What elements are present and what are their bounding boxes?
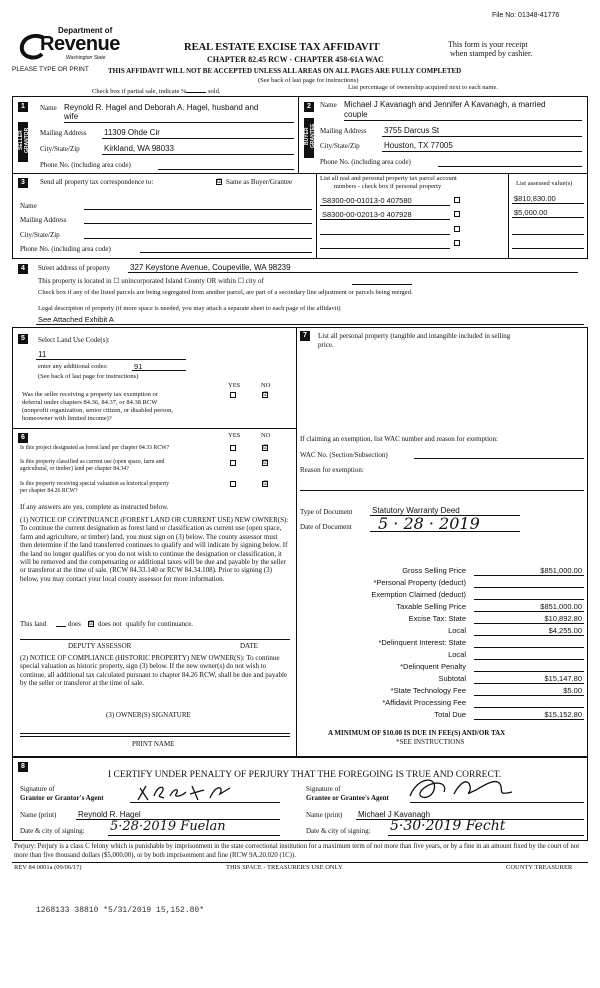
- tax-row-value[interactable]: $15,152.80: [544, 710, 582, 719]
- tax-row-label: *State Technology Fee: [390, 686, 466, 695]
- s5-question-3: (nonprofit organization, senior citizen, or disabled person,: [22, 407, 173, 414]
- tax-row-label: *Affidavit Processing Fee: [382, 698, 466, 707]
- corr-city-label: City/State/Zip: [20, 231, 60, 239]
- grantor-date[interactable]: 5·28·2019 Fuelan: [110, 819, 226, 834]
- receipt-note-2: when stamped by cashier.: [450, 49, 533, 58]
- street-label: Street address of property: [38, 264, 111, 272]
- reason-label: Reason for exemption:: [300, 466, 364, 474]
- seller-mail-label: Mailing Address: [40, 129, 87, 137]
- s6-q1-no[interactable]: ☑: [263, 445, 269, 451]
- grantor-sig-label-2: Grantor or Grantor's Agent: [20, 794, 104, 802]
- corr-name-label: Name: [20, 202, 37, 210]
- section-3-badge: 3: [18, 178, 28, 188]
- grantee-name-label: Name (print): [306, 811, 343, 819]
- s5-question-1: Was the seller receiving a property tax exemption or: [22, 391, 158, 398]
- s6-q3-no[interactable]: ☑: [263, 481, 269, 487]
- s5-question-4: homeowner with limited income)?: [22, 415, 112, 422]
- please-type: PLEASE TYPE OR PRINT: [12, 66, 89, 73]
- seller-mail[interactable]: 11309 Ohde Cir: [104, 128, 160, 137]
- receipt-note-1: This form is your receipt: [448, 40, 528, 49]
- grantor-name[interactable]: Reynold R. Hagel: [78, 810, 141, 819]
- grantee-date-label: Date & city of signing:: [306, 827, 371, 835]
- buyer-name[interactable]: Michael J Kavanagh and Jennifer A Kavanagh, a married: [344, 100, 546, 109]
- additional-codes[interactable]: 91: [134, 362, 143, 371]
- buyer-phone-label: Phone No. (including area code): [320, 158, 411, 166]
- tax-row-value[interactable]: $4,255.00: [548, 626, 582, 635]
- buyer-city[interactable]: Houston, TX 77005: [384, 141, 453, 150]
- tax-row-label: Gross Selling Price: [402, 566, 466, 575]
- parcel-1-checkbox[interactable]: [454, 197, 460, 203]
- s5-question-2: deferral under chapters 84.36, 84.37, or 84.38 RCW: [22, 399, 158, 406]
- grantor-date-label: Date & city of signing:: [20, 827, 85, 835]
- s5-yes: YES: [228, 382, 241, 389]
- corr-phone-label: Phone No. (including area code): [20, 245, 111, 253]
- s6-question-2b: agricultural, or timber) land per chapter 84.34?: [20, 466, 129, 472]
- parcel-1-number[interactable]: S8300-00-01013-0 407580: [322, 196, 412, 205]
- assessed-value-header: List assessed value(s): [516, 180, 573, 187]
- section-7-badge: 7: [300, 331, 310, 341]
- certify-statement: I CERTIFY UNDER PENALTY OF PERJURY THAT THE FOREGOING IS TRUE AND CORRECT.: [108, 770, 502, 780]
- parcel-header-1: List all real and personal property tax parcel account: [320, 175, 457, 182]
- s6-question-3a: Is this property receiving special valuation as historical property: [20, 481, 170, 487]
- s6-q3-yes[interactable]: [230, 481, 236, 487]
- grantor-signature-icon[interactable]: [134, 780, 254, 804]
- s6-q2-yes[interactable]: [230, 460, 236, 466]
- legal-desc[interactable]: See Attached Exhibit A: [38, 315, 114, 324]
- dor-logo: [18, 26, 118, 66]
- s5-yes-checkbox[interactable]: [230, 392, 236, 398]
- segregated-text: Check box if any of the listed parcels are being segregated from another parcel, are part of a secondary line adjustment or parcels being merged.: [38, 289, 413, 296]
- treasurer-use-only: THIS SPACE - TREASURER'S USE ONLY: [226, 864, 343, 871]
- location-text: This property is located in ☐ unincorporated Island County OR within ☐ city of: [38, 277, 264, 285]
- logo-line3: Washington State: [66, 55, 106, 61]
- tax-row-value[interactable]: $10,892.80: [544, 614, 582, 623]
- grantee-sig-label-1: Signature of: [306, 785, 341, 793]
- tax-row-label: Taxable Selling Price: [396, 602, 466, 611]
- parcel-2-number[interactable]: S8300-00-02013-0 407928: [322, 210, 412, 219]
- street-address[interactable]: 327 Keystone Avenue, Coupeville, WA 98239: [130, 263, 291, 272]
- s5-no-checkbox[interactable]: ☑: [263, 392, 269, 398]
- section-2-badge: 2: [304, 102, 314, 112]
- tax-row-label: *Delinquent Penalty: [400, 662, 466, 671]
- legal-desc-label: Legal description of property (if more space is needed, you may attach a separate sheet to each page of the affidavit): [38, 305, 341, 312]
- seller-name-label: Name: [40, 104, 57, 112]
- tax-row-value[interactable]: $15,147.80: [544, 674, 582, 683]
- minimum-due-note: A MINIMUM OF $10.00 IS DUE IN FEE(S) AND/OR TAX: [328, 729, 506, 737]
- grantee-date[interactable]: 5·30·2019 Fecht: [390, 818, 506, 834]
- section-1-badge: 1: [18, 102, 28, 112]
- tax-row-label: Local: [448, 650, 466, 659]
- tax-row-label: *Delinquent Interest: State: [378, 638, 466, 647]
- partial-sale-label: Check box if partial sale, indicate % sold.: [92, 88, 221, 95]
- parcel-2-checkbox[interactable]: [454, 211, 460, 217]
- form-revision: REV 84 0001a (09/06/17): [14, 864, 82, 871]
- additional-codes-label: enter any additional codes:: [38, 363, 108, 370]
- buyer-name-label: Name: [320, 101, 337, 109]
- tax-row-label: Total Due: [434, 710, 466, 719]
- personal-property-label-2: price.: [318, 341, 334, 349]
- seller-name[interactable]: Reynold R. Hagel and Deborah A. Hagel, husband and: [64, 103, 259, 112]
- section-8-badge: 8: [18, 762, 28, 772]
- date-label: DATE: [240, 642, 258, 650]
- same-as-buyer-checkbox[interactable]: ☑: [217, 179, 223, 185]
- tax-row-value[interactable]: $5.00: [563, 686, 582, 695]
- tax-row-label: Subtotal: [438, 674, 466, 683]
- any-yes-text: If any answers are yes, complete as instructed below.: [20, 503, 169, 511]
- parcel-2-value[interactable]: $5,000.00: [514, 208, 548, 217]
- seller-city-label: City/State/Zip: [40, 145, 80, 153]
- form-title: REAL ESTATE EXCISE TAX AFFIDAVIT: [184, 42, 380, 53]
- section-4-badge: 4: [18, 264, 28, 274]
- tax-row-value[interactable]: $851,000.00: [540, 602, 582, 611]
- section-6-badge: 6: [18, 433, 28, 443]
- buyer-mail[interactable]: 3755 Darcus St: [384, 126, 440, 135]
- correspondence-label: Send all property tax correspondence to:: [40, 178, 154, 186]
- s6-no: NO: [261, 432, 271, 439]
- doc-type[interactable]: Statutory Warranty Deed: [372, 506, 460, 515]
- s6-question-3b: per chapter 84.26 RCW?: [20, 488, 78, 494]
- owner-signature-label: (3) OWNER(S) SIGNATURE: [106, 711, 191, 719]
- seller-phone-label: Phone No. (including area code): [40, 161, 131, 169]
- seller-grantor-label: SELLER GRANTOR: [18, 122, 28, 162]
- print-name-label: PRINT NAME: [132, 740, 175, 748]
- grantor-sig-label-1: Signature of: [20, 785, 55, 793]
- this-land-label: This land: [20, 620, 47, 628]
- s5-no: NO: [261, 382, 271, 389]
- file-number: File No: 01348-41776: [492, 12, 560, 19]
- s6-yes: YES: [228, 432, 241, 439]
- parcel-header-2: numbers - check box if personal property: [334, 183, 442, 190]
- land-use-code[interactable]: 11: [38, 350, 47, 359]
- tax-row-label: Local: [448, 626, 466, 635]
- grantee-signature-icon[interactable]: [404, 774, 554, 804]
- deputy-assessor-label: DEPUTY ASSESSOR: [68, 642, 132, 650]
- qualify-label: qualify for continuance.: [126, 620, 194, 628]
- logo-word: Revenue: [40, 33, 120, 55]
- grantee-name[interactable]: Michael J Kavanagh: [358, 810, 431, 819]
- tax-row-label: Exemption Claimed (deduct): [371, 590, 466, 599]
- does-label: does: [68, 620, 81, 628]
- buyer-grantee-label: BUYER GRANTEE: [304, 118, 314, 158]
- see-instructions-note: *SEE INSTRUCTIONS: [396, 738, 465, 746]
- same-as-buyer-label: Same as Buyer/Grantee: [226, 178, 293, 186]
- does-not-checkbox[interactable]: ☑: [89, 621, 95, 627]
- tax-row-label: *Personal Property (deduct): [373, 578, 466, 587]
- form-subtitle: CHAPTER 82.45 RCW - CHAPTER 458-61A WAC: [207, 55, 384, 64]
- parcel-3-checkbox[interactable]: [454, 226, 460, 232]
- buyer-mail-label: Mailing Address: [320, 127, 367, 135]
- see-back-note: (See back of last page for instructions): [258, 77, 359, 84]
- doc-date[interactable]: 5 · 28 · 2019: [378, 514, 480, 533]
- s6-question-2a: Is this property classified as current use (open space, farm and: [20, 459, 165, 465]
- perjury-notice: Perjury: Perjury is a class C felony which is punishable by imprisonment in the state correctional institution for a maximum term of not more than five years, or by a fine in an amount fixed by the court of not more than five thousand dollars ($5,000.00), or by both imprisonment and fine (RCW 9A.20.020 (1C)).: [14, 843, 580, 859]
- s6-q2-no[interactable]: ☑: [263, 460, 269, 466]
- wac-label: WAC No. (Section/Subsection): [300, 451, 388, 459]
- notice-compliance: (2) NOTICE OF COMPLIANCE (HISTORIC PROPERTY) NEW OWNER(S): To continue special valuation as historic property, sign (3) below. If the new owner(s) do not wish to continue, all additional tax calculated pursuant to chapter 84.26 RCW, shall be due and payable by the seller or transferor at the time of sale.: [20, 654, 288, 688]
- land-use-see-back: (See back of last page for instructions): [38, 373, 139, 380]
- seller-name-2[interactable]: wife: [64, 112, 79, 121]
- personal-property-label-1: List all personal property (tangible and intangible included in selling: [318, 332, 511, 340]
- grantee-sig-label-2: Grantee or Grantee's Agent: [306, 794, 389, 802]
- warning-text: THIS AFFIDAVIT WILL NOT BE ACCEPTED UNLESS ALL AREAS ON ALL PAGES ARE FULLY COMPLETED: [108, 67, 462, 75]
- list-percent-label: List percentage of ownership acquired next to each name.: [348, 84, 498, 91]
- tax-row-label: Excise Tax: State: [408, 614, 466, 623]
- doc-type-label: Type of Document: [300, 508, 353, 516]
- doc-date-label: Date of Document: [300, 523, 352, 531]
- seller-city[interactable]: Kirkland, WA 98033: [104, 144, 174, 153]
- s6-question-1: Is this project designated as forest land per chapter 84.33 RCW?: [20, 445, 170, 451]
- parcel-1-value[interactable]: $810,830.00: [514, 194, 556, 203]
- exemption-label: If claiming an exemption, list WAC number and reason for exemption:: [300, 435, 498, 443]
- parcel-4-checkbox[interactable]: [454, 240, 460, 246]
- buyer-name-2[interactable]: couple: [344, 110, 368, 119]
- land-use-label: Select Land Use Code(s):: [38, 336, 110, 344]
- notice-continuance: (1) NOTICE OF CONTINUANCE (FOREST LAND OR CURRENT USE) NEW OWNER(S): To continue the current designation as forest land or classification as current use (open space, farm and agriculture, or timber) land, you must sign on (3) below. The county assessor must then determine if the land transferred continues to qualify and will indicate by signing below. If the land no longer qualifies or you do not wish to continue the designation or classification, it will be removed and the compensating or additional taxes will be due and payable by the seller or transferor at the time of sale. (RCW 84.33.140 or RCW 84.34.108). Prior to signing (3) below, you may contact your local county assessor for more information.: [20, 516, 289, 583]
- logo-line1: Department of: [58, 26, 113, 35]
- corr-mail-label: Mailing Address: [20, 216, 67, 224]
- grantor-name-label: Name (print): [20, 811, 57, 819]
- buyer-city-label: City/State/Zip: [320, 142, 360, 150]
- s6-q1-yes[interactable]: [230, 445, 236, 451]
- section-5-badge: 5: [18, 334, 28, 344]
- tax-row-value[interactable]: $851,000.00: [540, 566, 582, 575]
- does-not-label: does not: [98, 620, 122, 628]
- cashier-stamp: 1268133 38810 *5/31/2019 15,152.80*: [36, 906, 205, 915]
- county-treasurer: COUNTY TREASURER: [506, 864, 573, 871]
